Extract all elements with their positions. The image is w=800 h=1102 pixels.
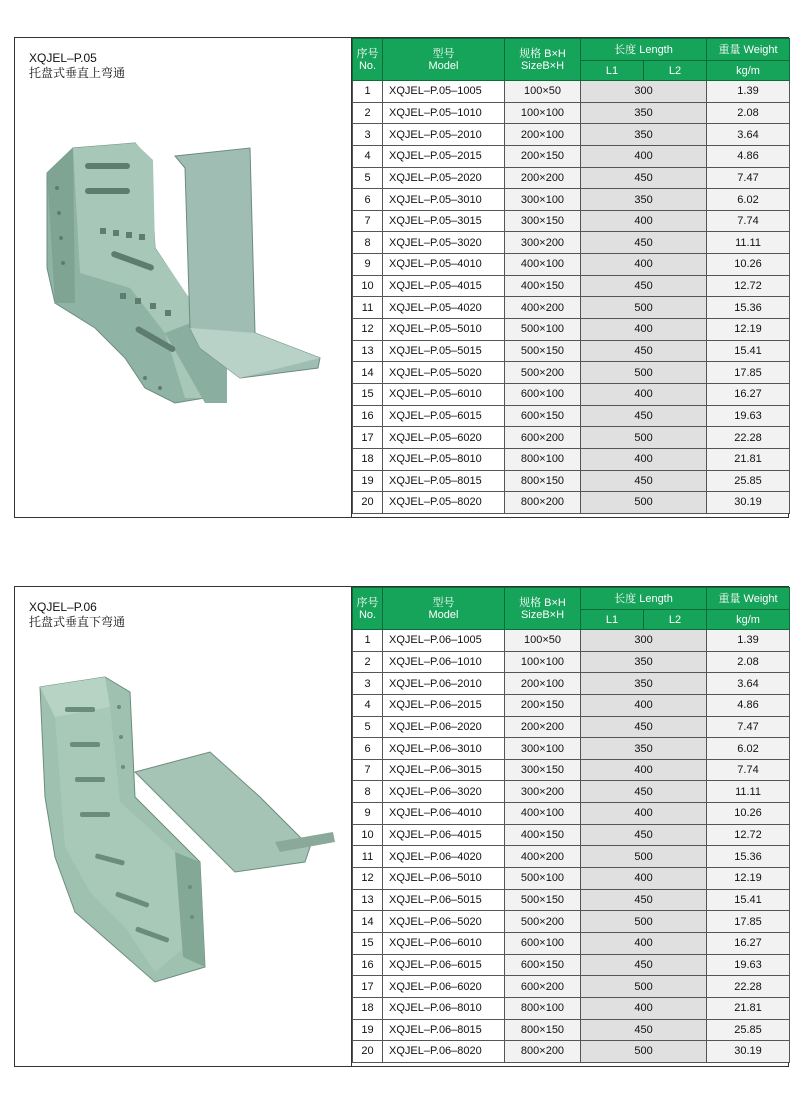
header-model: 型号 Model bbox=[383, 39, 505, 81]
cell-model: XQJEL–P.06–2015 bbox=[383, 694, 505, 716]
cell-length: 400 bbox=[581, 319, 707, 341]
cell-size: 600×150 bbox=[505, 405, 581, 427]
cell-no: 5 bbox=[353, 716, 383, 738]
cell-size: 600×100 bbox=[505, 383, 581, 405]
cell-model: XQJEL–P.05–6020 bbox=[383, 427, 505, 449]
cell-size: 800×100 bbox=[505, 448, 581, 470]
spec-table bbox=[352, 587, 790, 1063]
cell-length: 450 bbox=[581, 405, 707, 427]
table-row bbox=[353, 492, 790, 514]
cell-no: 12 bbox=[353, 319, 383, 341]
cell-no: 8 bbox=[353, 781, 383, 803]
cell-size: 300×100 bbox=[505, 189, 581, 211]
cell-size: 200×200 bbox=[505, 716, 581, 738]
table-row bbox=[353, 932, 790, 954]
cell-no: 14 bbox=[353, 362, 383, 384]
cell-length: 400 bbox=[581, 210, 707, 232]
cell-no: 4 bbox=[353, 145, 383, 167]
cell-model: XQJEL–P.06–1010 bbox=[383, 651, 505, 673]
cell-weight: 10.26 bbox=[707, 803, 790, 825]
cell-model: XQJEL–P.06–5015 bbox=[383, 889, 505, 911]
cell-size: 200×100 bbox=[505, 124, 581, 146]
table-row bbox=[353, 167, 790, 189]
cell-size: 300×150 bbox=[505, 759, 581, 781]
cell-length: 450 bbox=[581, 167, 707, 189]
cell-size: 400×150 bbox=[505, 275, 581, 297]
cell-length: 350 bbox=[581, 651, 707, 673]
table-row bbox=[353, 694, 790, 716]
cell-no: 13 bbox=[353, 340, 383, 362]
cell-model: XQJEL–P.05–5015 bbox=[383, 340, 505, 362]
cell-size: 800×100 bbox=[505, 997, 581, 1019]
table-row bbox=[353, 124, 790, 146]
table-row bbox=[353, 448, 790, 470]
cell-model: XQJEL–P.05–3010 bbox=[383, 189, 505, 211]
cell-no: 15 bbox=[353, 383, 383, 405]
table-row bbox=[353, 716, 790, 738]
cell-no: 19 bbox=[353, 470, 383, 492]
spec-table-body bbox=[353, 81, 790, 514]
cell-length: 450 bbox=[581, 781, 707, 803]
table-row bbox=[353, 102, 790, 124]
cell-model: XQJEL–P.06–8015 bbox=[383, 1019, 505, 1041]
cell-size: 400×200 bbox=[505, 297, 581, 319]
table-row bbox=[353, 868, 790, 890]
table-row bbox=[353, 630, 790, 652]
cell-no: 10 bbox=[353, 275, 383, 297]
product-info-panel bbox=[15, 587, 351, 1066]
cell-weight: 6.02 bbox=[707, 738, 790, 760]
cell-size: 800×150 bbox=[505, 1019, 581, 1041]
cell-length: 500 bbox=[581, 362, 707, 384]
spec-table-body bbox=[353, 630, 790, 1063]
cell-size: 500×150 bbox=[505, 340, 581, 362]
cell-weight: 11.11 bbox=[707, 232, 790, 254]
table-row bbox=[353, 997, 790, 1019]
cell-length: 400 bbox=[581, 997, 707, 1019]
header-no: 序号 No. bbox=[353, 39, 383, 81]
cell-length: 450 bbox=[581, 824, 707, 846]
header-length: 长度 Length bbox=[581, 39, 707, 61]
cell-model: XQJEL–P.05–1005 bbox=[383, 81, 505, 103]
cell-weight: 4.86 bbox=[707, 145, 790, 167]
cell-model: XQJEL–P.06–8010 bbox=[383, 997, 505, 1019]
cell-model: XQJEL–P.05–1010 bbox=[383, 102, 505, 124]
cell-no: 16 bbox=[353, 405, 383, 427]
cell-length: 350 bbox=[581, 102, 707, 124]
cell-size: 200×200 bbox=[505, 167, 581, 189]
cell-weight: 25.85 bbox=[707, 470, 790, 492]
cell-length: 350 bbox=[581, 189, 707, 211]
cell-size: 500×100 bbox=[505, 319, 581, 341]
cell-length: 400 bbox=[581, 254, 707, 276]
cell-no: 8 bbox=[353, 232, 383, 254]
cell-weight: 12.72 bbox=[707, 275, 790, 297]
cell-no: 14 bbox=[353, 911, 383, 933]
table-row bbox=[353, 145, 790, 167]
cell-length: 500 bbox=[581, 297, 707, 319]
table-row bbox=[353, 1019, 790, 1041]
table-header-row bbox=[353, 39, 790, 61]
table-row bbox=[353, 232, 790, 254]
product-name: 托盘式垂直下弯通 bbox=[29, 615, 126, 629]
cell-weight: 2.08 bbox=[707, 651, 790, 673]
header-l1: L1 bbox=[581, 610, 644, 630]
cell-model: XQJEL–P.06–1005 bbox=[383, 630, 505, 652]
table-row bbox=[353, 824, 790, 846]
cell-no: 16 bbox=[353, 954, 383, 976]
cell-length: 500 bbox=[581, 427, 707, 449]
cell-weight: 12.19 bbox=[707, 319, 790, 341]
cell-weight: 3.64 bbox=[707, 124, 790, 146]
cell-length: 400 bbox=[581, 383, 707, 405]
header-l1: L1 bbox=[581, 61, 644, 81]
cell-weight: 15.36 bbox=[707, 297, 790, 319]
header-no: 序号 No. bbox=[353, 588, 383, 630]
cell-length: 300 bbox=[581, 630, 707, 652]
cell-size: 200×100 bbox=[505, 673, 581, 695]
cell-model: XQJEL–P.05–8015 bbox=[383, 470, 505, 492]
product-block-p05 bbox=[14, 37, 789, 518]
cell-weight: 19.63 bbox=[707, 405, 790, 427]
cell-weight: 17.85 bbox=[707, 362, 790, 384]
cell-model: XQJEL–P.06–4020 bbox=[383, 846, 505, 868]
cell-length: 500 bbox=[581, 846, 707, 868]
table-row bbox=[353, 405, 790, 427]
cell-weight: 1.39 bbox=[707, 81, 790, 103]
cell-model: XQJEL–P.05–4010 bbox=[383, 254, 505, 276]
cell-weight: 12.19 bbox=[707, 868, 790, 890]
table-row bbox=[353, 651, 790, 673]
cell-length: 300 bbox=[581, 81, 707, 103]
table-row bbox=[353, 427, 790, 449]
cell-weight: 16.27 bbox=[707, 932, 790, 954]
cell-weight: 30.19 bbox=[707, 492, 790, 514]
cell-size: 400×200 bbox=[505, 846, 581, 868]
product-title bbox=[29, 600, 125, 630]
cell-length: 500 bbox=[581, 911, 707, 933]
cell-size: 800×150 bbox=[505, 470, 581, 492]
cell-no: 7 bbox=[353, 210, 383, 232]
cell-model: XQJEL–P.05–4015 bbox=[383, 275, 505, 297]
cell-length: 400 bbox=[581, 759, 707, 781]
cell-no: 20 bbox=[353, 492, 383, 514]
cell-size: 200×150 bbox=[505, 145, 581, 167]
cell-no: 2 bbox=[353, 651, 383, 673]
cell-length: 400 bbox=[581, 145, 707, 167]
cell-model: XQJEL–P.06–6015 bbox=[383, 954, 505, 976]
cell-weight: 19.63 bbox=[707, 954, 790, 976]
cell-model: XQJEL–P.05–5010 bbox=[383, 319, 505, 341]
cell-weight: 7.47 bbox=[707, 716, 790, 738]
cell-weight: 7.74 bbox=[707, 759, 790, 781]
cell-size: 500×150 bbox=[505, 889, 581, 911]
cell-length: 450 bbox=[581, 340, 707, 362]
cell-length: 500 bbox=[581, 976, 707, 998]
cell-model: XQJEL–P.05–2010 bbox=[383, 124, 505, 146]
header-size: 规格 B×H SizeB×H bbox=[505, 39, 581, 81]
cell-size: 100×100 bbox=[505, 651, 581, 673]
header-length: 长度 Length bbox=[581, 588, 707, 610]
table-row bbox=[353, 189, 790, 211]
cell-length: 500 bbox=[581, 492, 707, 514]
cell-model: XQJEL–P.06–3015 bbox=[383, 759, 505, 781]
cell-no: 6 bbox=[353, 189, 383, 211]
cell-model: XQJEL–P.05–3015 bbox=[383, 210, 505, 232]
cell-model: XQJEL–P.05–2020 bbox=[383, 167, 505, 189]
cell-size: 200×150 bbox=[505, 694, 581, 716]
table-row bbox=[353, 210, 790, 232]
cell-model: XQJEL–P.05–6010 bbox=[383, 383, 505, 405]
cell-no: 17 bbox=[353, 427, 383, 449]
cell-length: 400 bbox=[581, 932, 707, 954]
product-block-p06 bbox=[14, 586, 789, 1067]
table-row bbox=[353, 673, 790, 695]
cell-length: 400 bbox=[581, 868, 707, 890]
cell-weight: 30.19 bbox=[707, 1041, 790, 1063]
cell-no: 1 bbox=[353, 630, 383, 652]
header-model: 型号 Model bbox=[383, 588, 505, 630]
cell-no: 18 bbox=[353, 448, 383, 470]
cell-no: 1 bbox=[353, 81, 383, 103]
table-row bbox=[353, 340, 790, 362]
cell-model: XQJEL–P.05–2015 bbox=[383, 145, 505, 167]
cell-model: XQJEL–P.05–8020 bbox=[383, 492, 505, 514]
spec-table-container bbox=[351, 587, 789, 1066]
cell-length: 350 bbox=[581, 738, 707, 760]
cell-no: 4 bbox=[353, 694, 383, 716]
header-weight-unit: kg/m bbox=[707, 61, 790, 81]
header-size: 规格 B×H SizeB×H bbox=[505, 588, 581, 630]
product-title bbox=[29, 51, 125, 81]
cell-size: 600×100 bbox=[505, 932, 581, 954]
cell-size: 400×100 bbox=[505, 254, 581, 276]
cell-weight: 12.72 bbox=[707, 824, 790, 846]
table-row bbox=[353, 1041, 790, 1063]
header-weight-unit: kg/m bbox=[707, 610, 790, 630]
product-info-panel bbox=[15, 38, 351, 517]
cell-weight: 15.41 bbox=[707, 340, 790, 362]
cell-length: 400 bbox=[581, 694, 707, 716]
cell-length: 450 bbox=[581, 232, 707, 254]
table-row bbox=[353, 976, 790, 998]
cell-model: XQJEL–P.06–4010 bbox=[383, 803, 505, 825]
cell-no: 5 bbox=[353, 167, 383, 189]
cell-length: 350 bbox=[581, 124, 707, 146]
cell-no: 20 bbox=[353, 1041, 383, 1063]
cell-weight: 7.47 bbox=[707, 167, 790, 189]
table-row bbox=[353, 254, 790, 276]
cell-weight: 6.02 bbox=[707, 189, 790, 211]
cell-model: XQJEL–P.05–6015 bbox=[383, 405, 505, 427]
cell-weight: 21.81 bbox=[707, 448, 790, 470]
cell-model: XQJEL–P.06–3010 bbox=[383, 738, 505, 760]
table-row bbox=[353, 362, 790, 384]
header-weight: 重量 Weight bbox=[707, 39, 790, 61]
cell-weight: 25.85 bbox=[707, 1019, 790, 1041]
cell-length: 350 bbox=[581, 673, 707, 695]
cell-no: 7 bbox=[353, 759, 383, 781]
spec-table-container bbox=[351, 38, 789, 517]
product-code: XQJEL–P.05 bbox=[29, 51, 97, 65]
cell-size: 100×100 bbox=[505, 102, 581, 124]
header-l2: L2 bbox=[644, 610, 707, 630]
cell-model: XQJEL–P.06–8020 bbox=[383, 1041, 505, 1063]
header-l2: L2 bbox=[644, 61, 707, 81]
cell-size: 300×200 bbox=[505, 781, 581, 803]
cell-weight: 7.74 bbox=[707, 210, 790, 232]
cell-model: XQJEL–P.05–5020 bbox=[383, 362, 505, 384]
cell-size: 100×50 bbox=[505, 630, 581, 652]
cell-weight: 21.81 bbox=[707, 997, 790, 1019]
cell-model: XQJEL–P.06–5020 bbox=[383, 911, 505, 933]
cell-weight: 1.39 bbox=[707, 630, 790, 652]
cell-length: 450 bbox=[581, 275, 707, 297]
cell-weight: 11.11 bbox=[707, 781, 790, 803]
cell-model: XQJEL–P.06–3020 bbox=[383, 781, 505, 803]
cell-weight: 15.41 bbox=[707, 889, 790, 911]
cell-model: XQJEL–P.06–6010 bbox=[383, 932, 505, 954]
cell-size: 500×200 bbox=[505, 362, 581, 384]
table-row bbox=[353, 319, 790, 341]
cell-no: 2 bbox=[353, 102, 383, 124]
table-row bbox=[353, 846, 790, 868]
cell-no: 6 bbox=[353, 738, 383, 760]
cell-size: 600×200 bbox=[505, 976, 581, 998]
cell-no: 13 bbox=[353, 889, 383, 911]
table-row bbox=[353, 889, 790, 911]
table-row bbox=[353, 738, 790, 760]
cell-length: 450 bbox=[581, 470, 707, 492]
cell-length: 450 bbox=[581, 1019, 707, 1041]
cell-weight: 10.26 bbox=[707, 254, 790, 276]
cell-size: 100×50 bbox=[505, 81, 581, 103]
table-row bbox=[353, 81, 790, 103]
cell-no: 9 bbox=[353, 254, 383, 276]
table-row bbox=[353, 954, 790, 976]
header-weight: 重量 Weight bbox=[707, 588, 790, 610]
cell-size: 800×200 bbox=[505, 1041, 581, 1063]
cell-model: XQJEL–P.05–4020 bbox=[383, 297, 505, 319]
vertical-down-bend-photo bbox=[15, 647, 351, 1047]
cell-model: XQJEL–P.06–4015 bbox=[383, 824, 505, 846]
cell-size: 600×200 bbox=[505, 427, 581, 449]
table-row bbox=[353, 911, 790, 933]
cell-length: 500 bbox=[581, 1041, 707, 1063]
cell-size: 800×200 bbox=[505, 492, 581, 514]
cell-weight: 4.86 bbox=[707, 694, 790, 716]
cell-model: XQJEL–P.06–2010 bbox=[383, 673, 505, 695]
cell-weight: 15.36 bbox=[707, 846, 790, 868]
cell-size: 600×150 bbox=[505, 954, 581, 976]
cell-weight: 16.27 bbox=[707, 383, 790, 405]
cell-model: XQJEL–P.06–6020 bbox=[383, 976, 505, 998]
cell-weight: 22.28 bbox=[707, 976, 790, 998]
table-header-row bbox=[353, 588, 790, 610]
cell-no: 19 bbox=[353, 1019, 383, 1041]
cell-length: 450 bbox=[581, 716, 707, 738]
cell-no: 12 bbox=[353, 868, 383, 890]
cell-model: XQJEL–P.06–5010 bbox=[383, 868, 505, 890]
cell-weight: 17.85 bbox=[707, 911, 790, 933]
cell-no: 17 bbox=[353, 976, 383, 998]
cell-no: 18 bbox=[353, 997, 383, 1019]
cell-size: 400×100 bbox=[505, 803, 581, 825]
cell-model: XQJEL–P.05–3020 bbox=[383, 232, 505, 254]
table-row bbox=[353, 759, 790, 781]
cell-no: 9 bbox=[353, 803, 383, 825]
cell-length: 400 bbox=[581, 803, 707, 825]
cell-length: 400 bbox=[581, 448, 707, 470]
table-row bbox=[353, 275, 790, 297]
table-row bbox=[353, 383, 790, 405]
cell-no: 11 bbox=[353, 297, 383, 319]
cell-size: 300×200 bbox=[505, 232, 581, 254]
table-row bbox=[353, 297, 790, 319]
spec-table bbox=[352, 38, 790, 514]
cell-no: 3 bbox=[353, 673, 383, 695]
cell-no: 15 bbox=[353, 932, 383, 954]
vertical-up-bend-photo bbox=[15, 98, 351, 498]
table-row bbox=[353, 781, 790, 803]
cell-size: 400×150 bbox=[505, 824, 581, 846]
cell-no: 3 bbox=[353, 124, 383, 146]
cell-no: 10 bbox=[353, 824, 383, 846]
cell-weight: 22.28 bbox=[707, 427, 790, 449]
cell-size: 500×200 bbox=[505, 911, 581, 933]
cell-length: 450 bbox=[581, 954, 707, 976]
product-name: 托盘式垂直上弯通 bbox=[29, 66, 126, 80]
cell-weight: 3.64 bbox=[707, 673, 790, 695]
cell-model: XQJEL–P.05–8010 bbox=[383, 448, 505, 470]
cell-model: XQJEL–P.06–2020 bbox=[383, 716, 505, 738]
cell-weight: 2.08 bbox=[707, 102, 790, 124]
table-row bbox=[353, 470, 790, 492]
table-row bbox=[353, 803, 790, 825]
cell-size: 500×100 bbox=[505, 868, 581, 890]
cell-length: 450 bbox=[581, 889, 707, 911]
cell-size: 300×150 bbox=[505, 210, 581, 232]
cell-no: 11 bbox=[353, 846, 383, 868]
cell-size: 300×100 bbox=[505, 738, 581, 760]
product-code: XQJEL–P.06 bbox=[29, 600, 97, 614]
